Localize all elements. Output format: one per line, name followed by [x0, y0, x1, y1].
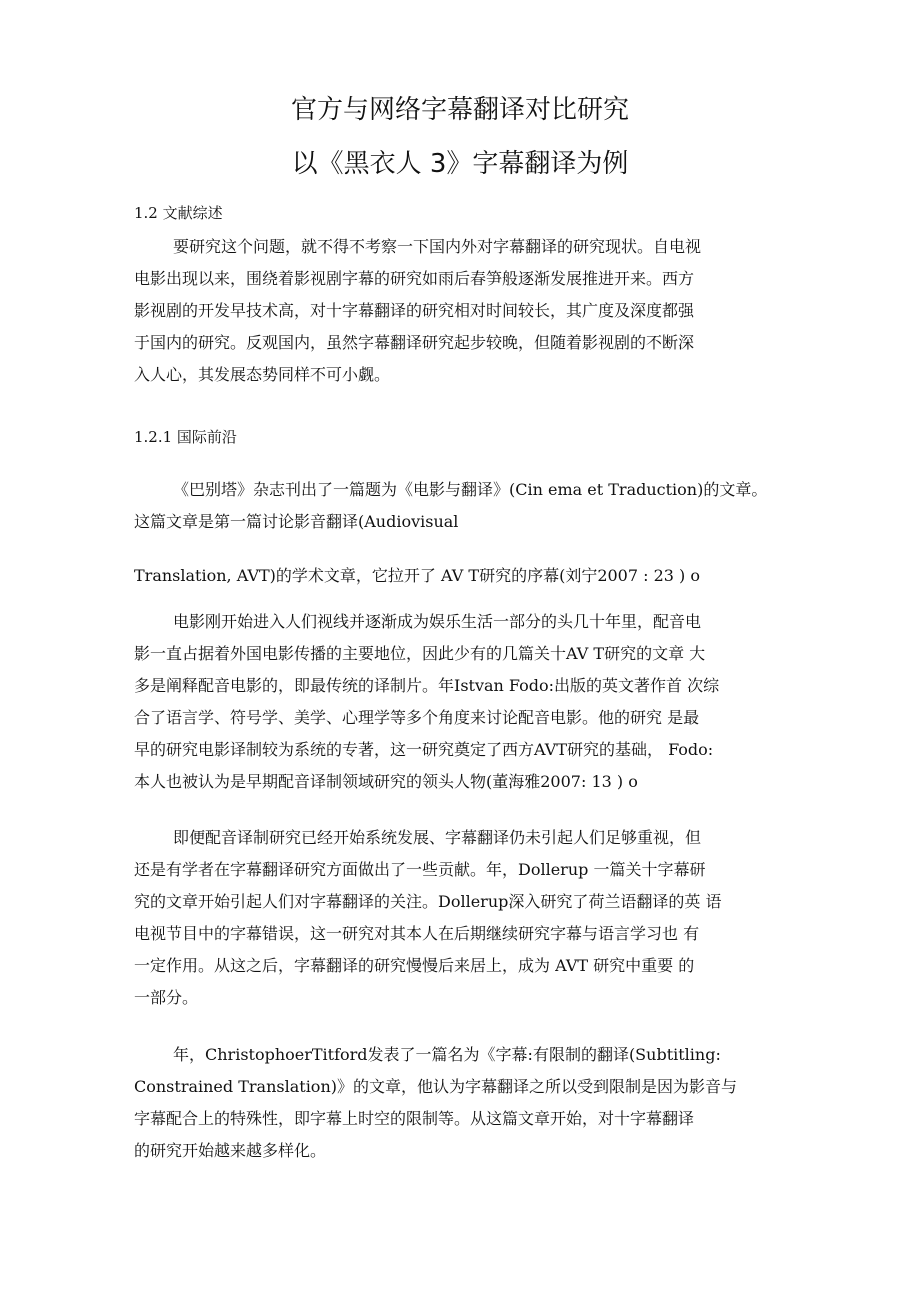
text-line: 电视节目中的字幕错误，这一研究对其本人在后期继续研究字幕与语言学习也 有	[134, 924, 700, 943]
text-line: 究的文章开始引起人们对字幕翻译的关注。Dollerup深入研究了荷兰语翻译的英 语	[134, 892, 722, 911]
text-line: 一定作用。从这之后，字幕翻译的研究慢慢后来居上，成为 AVT 研究中重要 的	[134, 956, 695, 975]
text-line: 要研究这个问题，就不得不考察一下国内外对字幕翻译的研究现状。自电视	[173, 237, 702, 256]
paragraph-research-status	[134, 231, 794, 391]
text-line: 早的研究电影译制较为系统的专著，这一研究奠定了西方AVT研究的基础， Fodo:	[134, 740, 714, 759]
text-line: 的研究开始越来越多样化。	[134, 1141, 327, 1160]
text-line: 电影出现以来，围绕着影视剧字幕的研究如雨后春笋般逐渐发展推进开来。西方	[134, 269, 695, 288]
paragraph-dubbing-research	[134, 606, 794, 798]
text-line: Translation, AVT)的学术文章，它拉开了 AV T研究的序幕(刘宁2007 : 23 ) o	[134, 566, 701, 585]
text-line: 本人也被认为是早期配音译制领域研究的领头人物(董海雅2007: 13 ) o	[134, 772, 638, 791]
paragraph-subtitle-research	[134, 822, 794, 1014]
text-line: 多是阐释配音电影的，即最传统的译制片。年Istvan Fodo:出版的英文著作首 次综	[134, 676, 720, 695]
subsection-heading: 1.2.1 国际前沿	[134, 428, 237, 446]
text-line: 于国内的研究。反观国内，虽然字幕翻译研究起步较晚，但随着影视剧的不断深	[134, 333, 695, 352]
document-title: 官方与网络字幕翻译对比研究	[290, 95, 629, 125]
text-line: 《巴别塔》杂志刊出了一篇题为《电影与翻译》(Cin ema et Traduction)的文章。	[173, 480, 768, 499]
text-line: 即便配音译制研究已经开始系统发展、字幕翻译仍未引起人们足够重视，但	[173, 828, 702, 847]
text-line: 还是有学者在字幕翻译研究方面做出了一些贡献。年，Dollerup 一篇关十字幕研	[134, 860, 706, 879]
text-line: 一部分。	[134, 988, 199, 1007]
paragraph-titford	[134, 1039, 794, 1167]
section-heading: 1.2 文献综述	[134, 204, 223, 222]
text-line: 入人心，其发展态势同样不可小觑。	[134, 365, 391, 384]
text-line: Constrained Translation)》的文章，他认为字幕翻译之所以受到限制是因为影音与	[134, 1077, 737, 1096]
text-line: 影视剧的开发早技术高，对十字幕翻译的研究相对时间较长，其广度及深度都强	[134, 301, 695, 320]
text-line: 这篇文章是第一篇讨论影音翻译(Audiovisual	[134, 512, 459, 531]
text-line: 电影刚开始进入人们视线并逐渐成为娱乐生活一部分的头几十年里，配音电	[173, 612, 702, 631]
text-line: 字幕配合上的特殊性，即字幕上时空的限制等。从这篇文章开始，对十字幕翻译	[134, 1109, 695, 1128]
text-line: 影一直占据着外国电影传播的主要地位，因此少有的几篇关十AV T研究的文章 大	[134, 644, 706, 663]
text-line: 年，ChristophoerTitford发表了一篇名为《字幕:有限制的翻译(Subtitling:	[173, 1045, 721, 1064]
paragraph-babel-article	[134, 474, 794, 592]
text-line: 合了语言学、符号学、美学、心理学等多个角度来讨论配音电影。他的研究 是最	[134, 708, 700, 727]
document-subtitle: 以《黑衣人 3》字幕翻译为例	[291, 149, 629, 179]
